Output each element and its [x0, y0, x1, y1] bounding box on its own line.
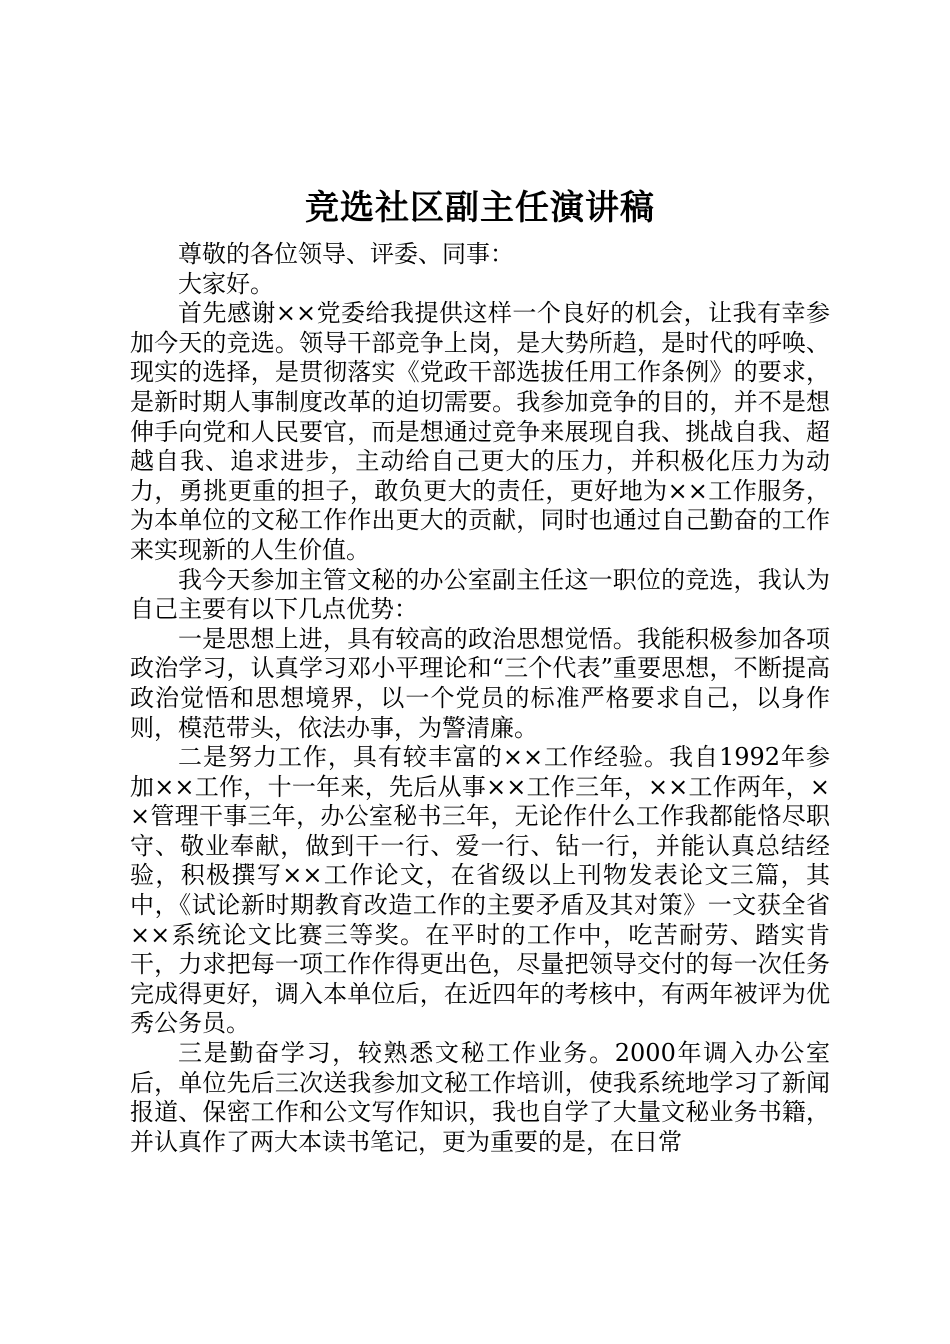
paragraph-intro: 首先感谢××党委给我提供这样一个良好的机会，让我有幸参加今天的竞选。领导干部竞争上岗，是大势所趋，是时代的呼唤、现实的选择，是贯彻落实《党政干部选拔任用工作条例》的要求，是新时期人事制度改革的迫切需要。我参加竞争的目的，并不是想伸手向党和人民要官，而是想通过竞争来展现自我、挑战自我、超越自我、追求进步，主动给自己更大的压力，并积极化压力为动力，勇挑更重的担子，敢负更大的责任，更好地为××工作服务，为本单位的文秘工作作出更大的贡献，同时也通过自己勤奋的工作来实现新的人生价值。 — [130, 299, 830, 564]
paragraph-advantage-one: 一是思想上进，具有较高的政治思想觉悟。我能积极参加各项政治学习，认真学习邓小平理论和“三个代表”重要思想，不断提高政治觉悟和思想境界，以一个党员的标准严格要求自己，以身作则，模范带头，依法办事，为警清廉。 — [130, 624, 830, 742]
document-body — [130, 182, 830, 1157]
document-title: 竞选社区副主任演讲稿 — [305, 188, 655, 228]
salutation: 尊敬的各位领导、评委、同事： — [178, 240, 514, 268]
paragraph-advantages-lead: 我今天参加主管文秘的办公室副主任这一职位的竞选，我认为自己主要有以下几点优势： — [130, 565, 830, 624]
paragraph-advantage-three: 三是勤奋学习，较熟悉文秘工作业务。2000年调入办公室后，单位先后三次送我参加文秘工作培训，使我系统地学习了新闻报道、保密工作和公文写作知识，我也自学了大量文秘业务书籍，并认真作了两大本读书笔记，更为重要的是，在日常 — [130, 1039, 830, 1156]
greeting: 大家好。 — [178, 269, 274, 298]
paragraph-advantage-two: 二是努力工作，具有较丰富的××工作经验。我自1992年参加××工作，十一年来，先后从事××工作三年，××工作两年，××管理干事三年，办公室秘书三年，无论作什么工作我都能恪尽职守、敬业奉献，做到干一行、爱一行、钻一行，并能认真总结经验，积极撰写××工作论文，在省级以上刊物发表论文三篇，其中，《试论新时期教育改造工作的主要矛盾及其对策》一文获全省××系统论文比赛三等奖。在平时的工作中，吃苦耐劳、踏实肯干，力求把每一项工作作得更出色，尽量把领导交付的每一次任务完成得更好，调入本单位后，在近四年的考核中，有两年被评为优秀公务员。 — [130, 743, 830, 1038]
